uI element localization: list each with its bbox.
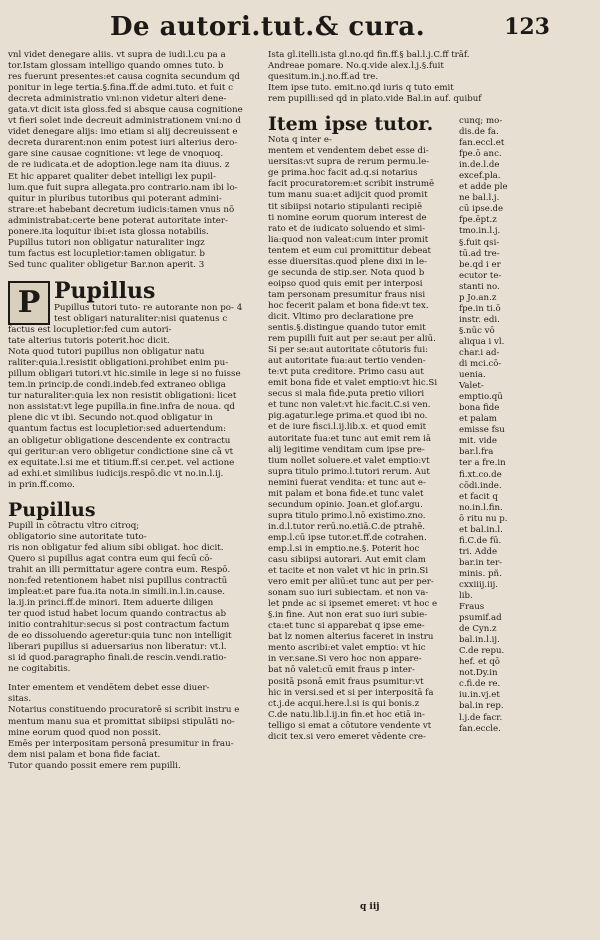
text-line: eoipso quod quis emit per interposi bbox=[268, 278, 423, 289]
text-line: ex equitate.l.si me et titium.ff.si cer.pet. vel actione bbox=[8, 457, 235, 468]
text-line: rem pupilli:sed qd in plato.vide Bal.in auf. quibuf bbox=[268, 94, 482, 105]
text-line: bal.in rep. bbox=[459, 701, 504, 712]
text-line: bar.l.fra bbox=[459, 447, 494, 458]
text-line: tri. Adde bbox=[459, 546, 498, 557]
text-line: decreta durarent:non enim potest iuri alterius dero- bbox=[8, 138, 238, 149]
text-line: Emēs per interpositam personā presumitur in frau- bbox=[8, 738, 234, 749]
text-line: ct.j.de acqui.here.l.si is qui bonis.z bbox=[268, 698, 420, 709]
text-line: et de iure fisci.l.ij.lib.x. et quod emit bbox=[268, 422, 427, 433]
text-line: de re iudicata.et de adoption.lege nam ita diuus. z bbox=[8, 160, 230, 171]
text-line: vnl videt denegare aliis. vt supra de iudi.l.cu pa a bbox=[8, 50, 226, 60]
text-line: et bal.in.l. bbox=[459, 524, 503, 535]
text-line: tum factus est locupletior:tamen obligatur. b bbox=[8, 248, 205, 259]
pupillus-heading-tail: Pupillus tutori tuto- re autorante non po- 4 bbox=[54, 302, 243, 313]
right-column bbox=[459, 50, 592, 930]
text-line: quesitum.in.j.no.ff.ad tre. bbox=[268, 72, 379, 83]
text-line: in prin.ff.como. bbox=[8, 479, 75, 490]
text-line: §.nūc vō bbox=[459, 325, 495, 336]
text-line: pig.agatur.lege prima.et quod ibi no. bbox=[268, 411, 428, 422]
text-line: aut autoritate fua:aut tertio venden- bbox=[268, 356, 426, 367]
text-line: casu sibiipsi autorari. Aut emit clam bbox=[268, 555, 426, 566]
text-line: l.j.de facr. bbox=[459, 712, 503, 723]
text-line: c.fi.de re. bbox=[459, 679, 501, 690]
folio-number: 123 bbox=[504, 14, 550, 40]
text-line: in.de.l.de bbox=[459, 160, 500, 171]
text-line: C.de natu.lib.l.ij.in fin.et hoc etiā in- bbox=[268, 709, 425, 720]
text-line: bat lz nomen alterius faceret in instru bbox=[268, 632, 434, 643]
text-line: cōdi.inde. bbox=[459, 480, 502, 491]
text-line: cxxiiij.iij. bbox=[459, 579, 499, 590]
text-line: res fuerunt presentes:et causa cognita secundum qd bbox=[8, 72, 240, 83]
text-line: et palam bbox=[459, 414, 497, 425]
text-line: mit. vide bbox=[459, 436, 498, 447]
text-line: ad exhi.et similibus iudicijs.respō.dic vt no.in.l.ij. bbox=[8, 468, 224, 479]
spacer bbox=[8, 491, 266, 499]
section-heading-pupillus-2: Pupillus bbox=[8, 498, 96, 521]
text-line: ter a fre.in bbox=[459, 458, 506, 469]
middle-block-1 bbox=[268, 50, 482, 105]
text-line: emptio.qū bbox=[459, 392, 503, 403]
text-line: nemini fuerat vendita: et tunc aut e- bbox=[268, 477, 426, 488]
text-line: Fraus bbox=[459, 602, 485, 613]
text-line: emisse fsu bbox=[459, 425, 505, 436]
text-line: tor.Istam glossam intelligo quando omnes tuto. b bbox=[8, 61, 224, 72]
text-line: tentem et eum cui promittitur debeat bbox=[268, 245, 432, 256]
text-line: C.de repu. bbox=[459, 646, 505, 657]
text-line: administrabat:certe bene poterat autoritate inter- bbox=[8, 215, 228, 226]
text-line: tit sibiipsi notario stipulanti recipiē bbox=[268, 201, 423, 212]
text-line: sitas. bbox=[8, 694, 32, 705]
text-line: Ista gl.itelli.ista gl.no.qd fin.ff.§ bal.l.j.C.ff trāf. bbox=[268, 50, 470, 60]
text-line: rem pupilli fuit aut per se:aut per aliū. bbox=[268, 334, 436, 345]
text-line: fan.eccle. bbox=[459, 723, 501, 734]
text-line: quitur in pluribus tutoribus qui poterant admini- bbox=[8, 193, 222, 204]
text-line: quantum factus est locupletior:sed aduertendum: bbox=[8, 424, 227, 435]
text-line: excef.pla. bbox=[459, 171, 501, 182]
spacer bbox=[268, 105, 458, 113]
text-line: tium nollet soluere.et valet emptio:vt bbox=[268, 455, 430, 466]
text-line: Pupill in cōtractu vltro citroq; bbox=[8, 520, 140, 531]
pupillus-section bbox=[8, 279, 266, 491]
text-line: tam personam presumitur fraus nisi bbox=[268, 289, 426, 300]
left-block-1 bbox=[8, 50, 266, 238]
text-line: Pupillus tutori non obligatur naturaliter ingz bbox=[8, 237, 205, 248]
text-line: bal.in.l.ij. bbox=[459, 635, 500, 646]
text-line: hoc fecerit palam et bona fide:vt tex. bbox=[268, 300, 429, 311]
text-line: Quero si pupillus agat contra eum qui fecū cō- bbox=[8, 553, 213, 564]
text-line: fi.xt.co.de bbox=[459, 469, 502, 480]
text-line: instr. edi. bbox=[459, 314, 500, 325]
text-line: di mci.cō- bbox=[459, 359, 502, 370]
text-line: fi.C.de fū. bbox=[459, 535, 502, 546]
text-line: lum.que fuit supra allegata.pro contrario.nam ibi lo- bbox=[8, 182, 238, 193]
text-line: bona fide bbox=[459, 403, 500, 414]
text-line: §.fuit qsi- bbox=[459, 237, 500, 248]
text-line: ge secunda de stip.ser. Nota quod b bbox=[268, 267, 425, 278]
text-line: mentum manu sua et promittat sibiipsi stipulāti no- bbox=[8, 716, 235, 727]
text-line: fpe.ō anc. bbox=[459, 149, 502, 160]
text-line: ne cogitabitis. bbox=[8, 664, 71, 675]
text-line: ti nomine eorum quorum interest de bbox=[268, 212, 427, 223]
text-line: strare:et habebant decretum iudicis:tamen vnus nō bbox=[8, 204, 235, 215]
text-line: ponere.ita loquitur ibi:et ista glossa notabilis. bbox=[8, 226, 209, 237]
text-line: hic in versi.sed et si per interpositā fa bbox=[268, 687, 434, 698]
text-line: in ver.sane.Si vero hoc non appare- bbox=[268, 654, 422, 665]
text-line: ter quod istud habet locum quando contractus ab bbox=[8, 609, 227, 620]
text-line: mine eorum quod quod non possit. bbox=[8, 727, 161, 738]
text-line: fpe.ēpt.z bbox=[459, 215, 497, 226]
text-line: ris non obligatur fed alium sibi obligat. hoc dicit. bbox=[8, 542, 224, 553]
text-line: secundum opinio. Joan.et glof.argu. bbox=[268, 499, 423, 510]
text-line: non:fed retentionem habet nisi pupillus contractū bbox=[8, 575, 228, 586]
text-line: de Cyn.z bbox=[459, 624, 497, 635]
text-line: decreta administratio vni:non videtur alteri dene- bbox=[8, 94, 227, 105]
text-line: an obligetur obligatione descendente ex contractu bbox=[8, 435, 231, 446]
running-title: De autori.tut.& cura. bbox=[110, 12, 426, 42]
text-line: et facit q bbox=[459, 491, 498, 502]
text-line: gata.vt dicit ista gloss.fed si absque causa cognitione bbox=[8, 105, 243, 116]
text-line: esse diuersitas.quod plene dixi in le- bbox=[268, 256, 428, 267]
text-line: emp.l.si in emptio.ne.§. Poterit hoc bbox=[268, 543, 420, 554]
text-line: tmo.in.l.j. bbox=[459, 226, 501, 237]
text-line: raliter:quia.l.resistit obligationi.prohibet enim pu- bbox=[8, 358, 229, 369]
text-line: fpe.in ti.ō bbox=[459, 303, 501, 314]
text-line: Inter ementem et vendētem debet esse diuer- bbox=[8, 683, 210, 694]
text-line: no.in.l.fin. bbox=[459, 502, 503, 513]
text-line: cta:et tunc si apparebat q ipse eme- bbox=[268, 621, 425, 632]
text-line: autoritate fua:et tunc aut emit rem iā bbox=[268, 433, 432, 444]
text-line: initio contrahitur:secus si post contractum factum bbox=[8, 620, 230, 631]
text-line: aliqua i vl. bbox=[459, 336, 505, 347]
text-line: et tacite et non valet vt hic in prin.Si bbox=[268, 566, 429, 577]
text-line: vero emit per aliū:et tunc aut per per- bbox=[268, 577, 434, 588]
text-line: not.Dy.in bbox=[459, 668, 498, 679]
signature-mark: q iij bbox=[360, 902, 380, 912]
text-line: trahit an illi permittatur agere contra eum. Respō. bbox=[8, 564, 231, 575]
text-line: plene dic vt ibi. Secundo not.quod obligatur in bbox=[8, 413, 213, 424]
text-line: mento ascribi:et valet emptio: vt hic bbox=[268, 643, 426, 654]
text-line: bar.in ter- bbox=[459, 557, 503, 568]
text-line: lib. bbox=[459, 591, 473, 602]
text-line: la.ij.in princi.ff.de minori. Item aduerte diligen bbox=[8, 598, 214, 609]
section-heading-item: Item ipse tutor. bbox=[268, 113, 434, 136]
middle-block-2 bbox=[268, 146, 458, 743]
text-line: ō ritu nu p. bbox=[459, 513, 508, 524]
left-block-4 bbox=[8, 543, 266, 676]
text-line: tū.ad tre- bbox=[459, 248, 500, 259]
text-line: tate alterius tutoris poterit.hoc dicit. bbox=[8, 336, 170, 347]
text-line: dem nisi palam et bona fide faciat. bbox=[8, 749, 161, 760]
text-line: psumif.ad bbox=[459, 613, 502, 624]
text-line: Andreae pomare. No.q.vide alex.l.j.§.fuit bbox=[268, 61, 444, 72]
text-line: supra titulo primo.l.tutori rerum. Aut bbox=[268, 466, 430, 477]
text-line: char.i ad- bbox=[459, 347, 500, 358]
text-line: videt denegare alijs: imo etiam si alij decreuissent e bbox=[8, 127, 238, 138]
text-line: dicit tex.si vero emeret vēdente cre- bbox=[268, 731, 426, 742]
left-column bbox=[8, 50, 266, 930]
text-line: p Jo.an.z bbox=[459, 292, 497, 303]
text-line: te:vt puta creditore. Primo casu aut bbox=[268, 367, 424, 378]
text-line: minis. pñ. bbox=[459, 568, 502, 579]
text-line: let pnde ac si ipsemet emeret: vt hoc e bbox=[268, 599, 438, 610]
text-line: telligo si emat a cōtutore vendente vt bbox=[268, 720, 432, 731]
item-heading-tail: Nota q inter e- bbox=[268, 135, 332, 146]
text-line: fan.eccl.et bbox=[459, 138, 505, 149]
text-line: de eo dissoluendo ageretur:quia tunc non intelligit bbox=[8, 631, 232, 642]
text-line: uersitas:vt supra de rerum permu.le- bbox=[268, 157, 430, 168]
text-line: et adde ple bbox=[459, 182, 508, 193]
text-line: factus est locupletior:fed cum autori- bbox=[8, 325, 172, 336]
text-line: Item ipse tuto. emit.no.qd iuris q tuto emit bbox=[268, 83, 454, 94]
text-line: bat nō valet:cū emit fraus p inter- bbox=[268, 665, 415, 676]
text-line: stanti no. bbox=[459, 281, 500, 292]
text-line: sentis.§.distingue quando tutor emit bbox=[268, 323, 426, 334]
text-line: lia:quod non valeat:cum inter promit bbox=[268, 234, 429, 245]
text-line: uenia. bbox=[459, 370, 486, 381]
text-line: be.qd i er bbox=[459, 259, 501, 270]
left-block-5 bbox=[8, 683, 266, 771]
text-line: pillum obligari tutori.vt hic.simile in lege si no fuisse bbox=[8, 369, 241, 380]
text-line: in.d.l.tutor rerū.no.etiā.C.de ptrahē. bbox=[268, 521, 426, 532]
spacer bbox=[8, 675, 266, 683]
text-line: Tutor quando possit emere rem pupilli. bbox=[8, 760, 181, 771]
text-line: liberari pupillus si aduersarius non liberatur: vt.l. bbox=[8, 642, 227, 653]
text-line: dis.de fa. bbox=[459, 127, 499, 138]
text-line: emp.l.cū ipse tutor.et.ff.de cotrahen. bbox=[268, 532, 427, 543]
text-line: Et hic apparet qualiter debet intelligi lex pupil- bbox=[8, 171, 216, 182]
text-line: emit bona fide et valet emptio:vt hic.Si bbox=[268, 378, 438, 389]
text-line: positā psonā emit fraus psumitur:vt bbox=[268, 676, 424, 687]
text-line: Si per se:aut autoritate cōtutoris fui: bbox=[268, 345, 428, 356]
text-line: ponitur in lege tertia.§.fina.ff.de admi.tuto. et fuit c bbox=[8, 83, 234, 94]
text-line: cū ipse.de bbox=[459, 204, 504, 215]
right-top-spacer bbox=[459, 50, 592, 116]
text-line: ge prima.hoc facit ad.q.si notarius bbox=[268, 168, 418, 179]
text-line: vt fieri solet inde decreuit administrationem vni:no d bbox=[8, 116, 241, 127]
text-line: mit palam et bona fide.et tunc valet bbox=[268, 488, 424, 499]
text-line: cunq; mo- bbox=[459, 116, 503, 126]
left-block-2 bbox=[8, 238, 266, 271]
text-line: tum manu sua:et adijcit quod promit bbox=[268, 190, 428, 201]
text-line: sonam suo iuri subiectam. et non va- bbox=[268, 588, 429, 599]
text-line: hef. et qō bbox=[459, 657, 500, 668]
left-block-3 bbox=[8, 314, 266, 491]
text-line: qui geritur:an vero obligetur condictione sine cā vt bbox=[8, 446, 234, 457]
text-line: §.in fine. Aut non erat suo iuri subie- bbox=[268, 610, 428, 621]
text-line: ecutor te- bbox=[459, 270, 502, 281]
text-line: impleat:et pare fua.ita nota.in simili.in.l.in.cause. bbox=[8, 587, 226, 598]
text-line: Valet- bbox=[459, 381, 484, 392]
text-line: Notarius constituendo procuratorē si scribit instru e bbox=[8, 705, 240, 716]
text-line: dicit. Vltimo pro declaratione pre bbox=[268, 311, 414, 322]
text-line: mentem et vendentem debet esse di- bbox=[268, 146, 429, 157]
text-line: non assistat:vt lege pupilla.in fine.infra de noua. qd bbox=[8, 402, 235, 413]
text-line: test obligari naturaliter:nisi quatenus c bbox=[54, 313, 228, 324]
decorated-initial: P bbox=[8, 281, 50, 325]
text-line: et tunc non valet:vt hic.facit.C.si ven. bbox=[268, 400, 431, 411]
text-line: tur naturaliter:quia lex non resistit obligationi: licet bbox=[8, 391, 237, 402]
page-header bbox=[110, 12, 550, 46]
text-line: si id quod.paragrapho finali.de rescin.vendi.ratio- bbox=[8, 653, 227, 664]
text-line: supra titulo primo.l.nō existimo.zno. bbox=[268, 510, 426, 521]
text-line: ne bal.l.j. bbox=[459, 193, 500, 204]
text-line: iu.in.vj.et bbox=[459, 690, 500, 701]
text-line: gare sine causae cognitione: vt lege de vnoquoq. bbox=[8, 149, 224, 160]
marginal-notes bbox=[459, 116, 592, 735]
text-line: tem.in princip.de condi.indeb.fed extraneo obliga bbox=[8, 380, 226, 391]
text-line: facit procuratorem:et scribit instrumē bbox=[268, 179, 435, 190]
text-line: Nota quod tutori pupillus non obligatur natu bbox=[8, 347, 205, 358]
text-line: rato et de iudicato soluendo et simi- bbox=[268, 223, 426, 234]
text-line: Sed tunc qualiter obligetur Bar.non aperit. 3 bbox=[8, 259, 205, 270]
section-heading-pupillus: Pupillus bbox=[54, 277, 156, 304]
text-line: alij legitime venditam cum ipse pre- bbox=[268, 444, 425, 455]
text-line: obligatorio sine autoritate tuto- bbox=[8, 531, 147, 542]
text-line: secus si mala fide.puta pretio viliori bbox=[268, 389, 425, 400]
pupillus-2-tail bbox=[8, 521, 266, 543]
